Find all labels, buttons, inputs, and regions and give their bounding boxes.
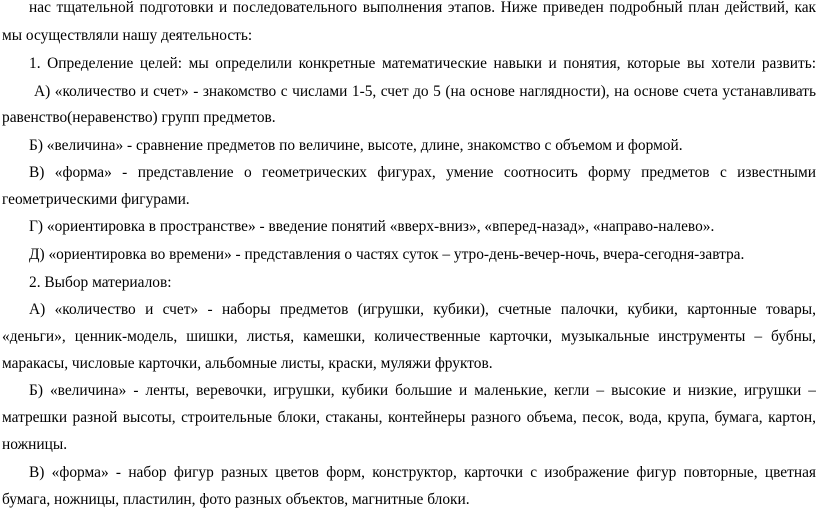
text-line: Б) «величина» - сравнение предметов по величине, высоте, длине, знакомство с объемом и формой.	[29, 137, 683, 154]
text-line: бумага, ножницы, пластилин, фото разных объектов, магнитные блоки.	[2, 491, 470, 508]
text-line: 2. Выбор материалов:	[29, 274, 172, 291]
text-line: ножницы.	[2, 436, 68, 453]
text-line: мы осуществляли нашу деятельность:	[2, 27, 253, 44]
text-line: геометрическими фигурами.	[2, 191, 190, 208]
text-line: «деньги», ценник-модель, шишки, листья, камешки, количественные карточки, музыкальные инструменты – бубны,	[2, 328, 816, 345]
text-line: А) «количество и счет» - наборы предметов (игрушки, кубики), счетные палочки, кубики, картонные товары,	[29, 301, 816, 318]
text-line: нас тщательной подготовки и последовательного выполнения этапов. Ниже приведен подробный план действий, как	[29, 0, 816, 16]
text-line: равенство(неравенство) групп предметов.	[2, 109, 276, 126]
text-line: 1. Определение целей: мы определили конкретные математические навыки и понятия, которые вы хотели развить:	[29, 55, 816, 72]
text-line: Д) «ориентировка во времени» - представления о частях суток – утро-день-вечер-ночь, вчера-сегодня-завтра.	[29, 246, 745, 263]
text-line: маракасы, числовые карточки, альбомные листы, краски, муляжи фруктов.	[2, 355, 493, 372]
text-line: А) «количество и счет» - знакомство с числами 1-5, счет до 5 (на основе наглядности), на основе счета устанавливать	[34, 83, 816, 100]
text-line: матрешки разной высоты, строительные блоки, стаканы, контейнеры разного объема, песок, вода, крупа, бумага, картон,	[2, 409, 816, 426]
text-line: Б) «величина» - ленты, веревочки, игрушки, кубики большие и маленькие, кегли – высокие и низкие, игрушки –	[29, 382, 816, 399]
text-line: В) «форма» - набор фигур разных цветов форм, конструктор, карточки с изображение фигур повторные, цветная	[29, 464, 816, 481]
text-line: В) «форма» - представление о геометрических фигурах, умение соотносить форму предметов с известными	[29, 164, 816, 181]
text-line: Г) «ориентировка в пространстве» - введение понятий «вверх-вниз», «вперед-назад», «направо-налево».	[29, 218, 715, 235]
